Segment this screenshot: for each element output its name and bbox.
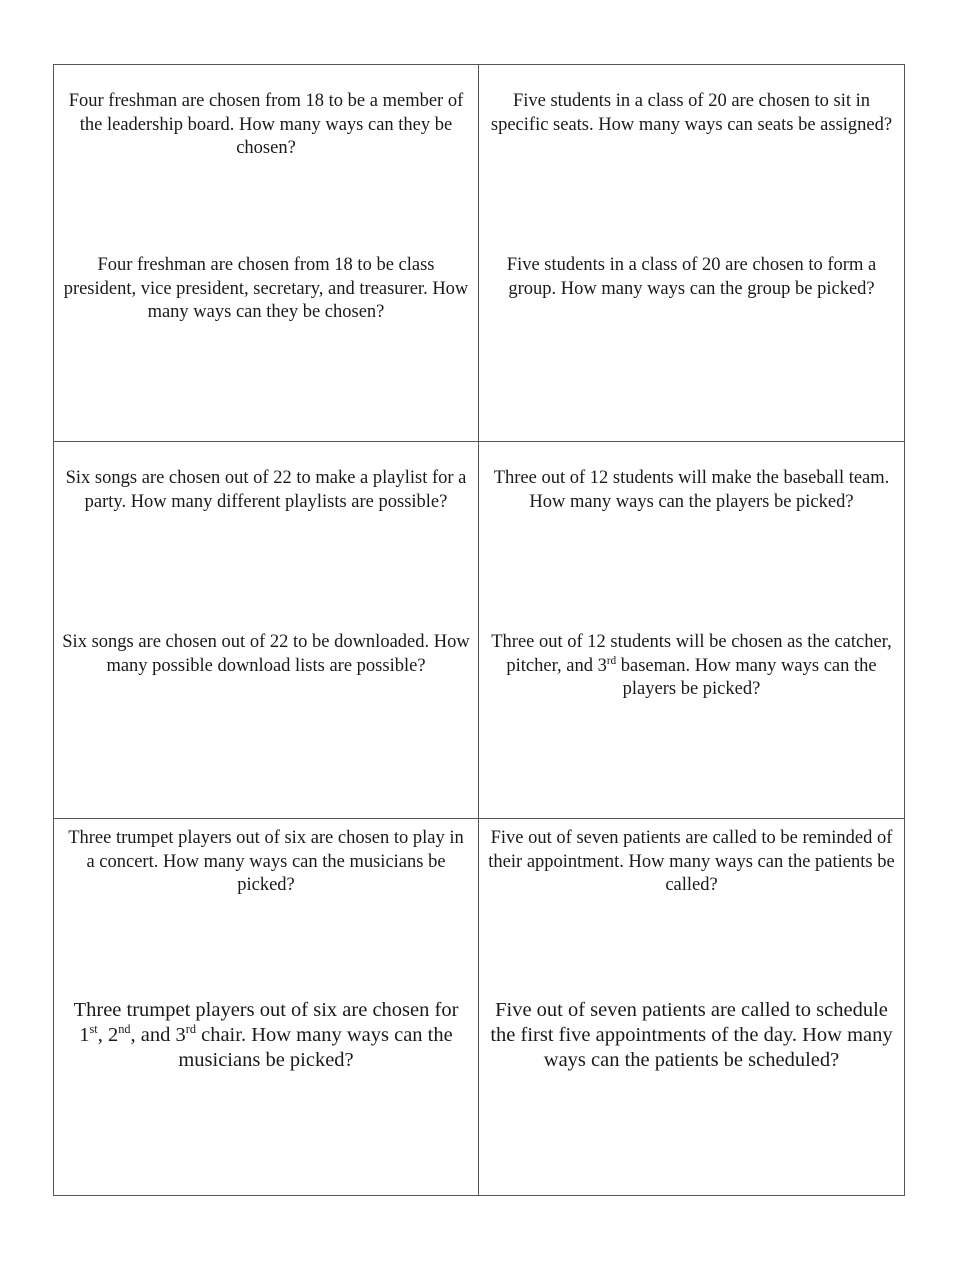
card-cell [479,442,904,819]
question-text: Five students in a class of 20 are chosen to form a group. How many ways can the group be picked? [506,255,877,299]
question-text: Six songs are chosen out of 22 to be downloaded. How many possible download lists are possible? [62,632,470,676]
question-text: Four freshman are chosen from 18 to be a member of the leadership board. How many ways can they be chosen? [68,91,464,158]
card-cell [479,819,904,1195]
question-text: Three out of 12 students will make the baseball team. How many ways can the players be picked? [493,468,890,512]
text-segment: chair. How many ways can the musicians be picked? [178,1024,453,1071]
question-text: Five students in a class of 20 are chosen to sit in specific seats. How many ways can seats be assigned? [490,91,893,135]
card-cell [54,65,479,442]
text-segment: , 2 [97,1024,119,1046]
text-segment: Three trumpet players out of six are chosen for 1 [73,999,459,1046]
ordinal-suffix: rd [185,1022,196,1037]
card-cell [54,819,479,1195]
question-text: Three trumpet players out of six are chosen to play in a concert. How many ways can the musicians be picked? [68,828,464,895]
question-text [487,631,896,702]
text-segment: baseman. How many ways can the players be picked? [616,655,877,699]
ordinal-suffix: nd [118,1022,131,1037]
question-text: Six songs are chosen out of 22 to make a playlist for a party. How many different playlists are possible? [65,468,467,512]
question-text [62,998,470,1073]
card-cell [54,442,479,819]
question-text: Four freshman are chosen from 18 to be class president, vice president, secretary, and treasurer. How many ways can they be chosen? [63,255,469,322]
question-text: Five out of seven patients are called to be reminded of their appointment. How many ways can the patients be called? [488,828,895,895]
ordinal-suffix: st [89,1022,98,1037]
ordinal-suffix: rd [606,654,617,667]
card-cell [479,65,904,442]
question-text: Five out of seven patients are called to schedule the first five appointments of the day. How many ways can the patients be scheduled? [490,999,893,1071]
card-grid [53,64,905,1196]
text-segment: , and 3 [130,1024,186,1046]
text-segment: Three out of 12 students will be chosen as the catcher, pitcher, and 3 [491,632,892,676]
